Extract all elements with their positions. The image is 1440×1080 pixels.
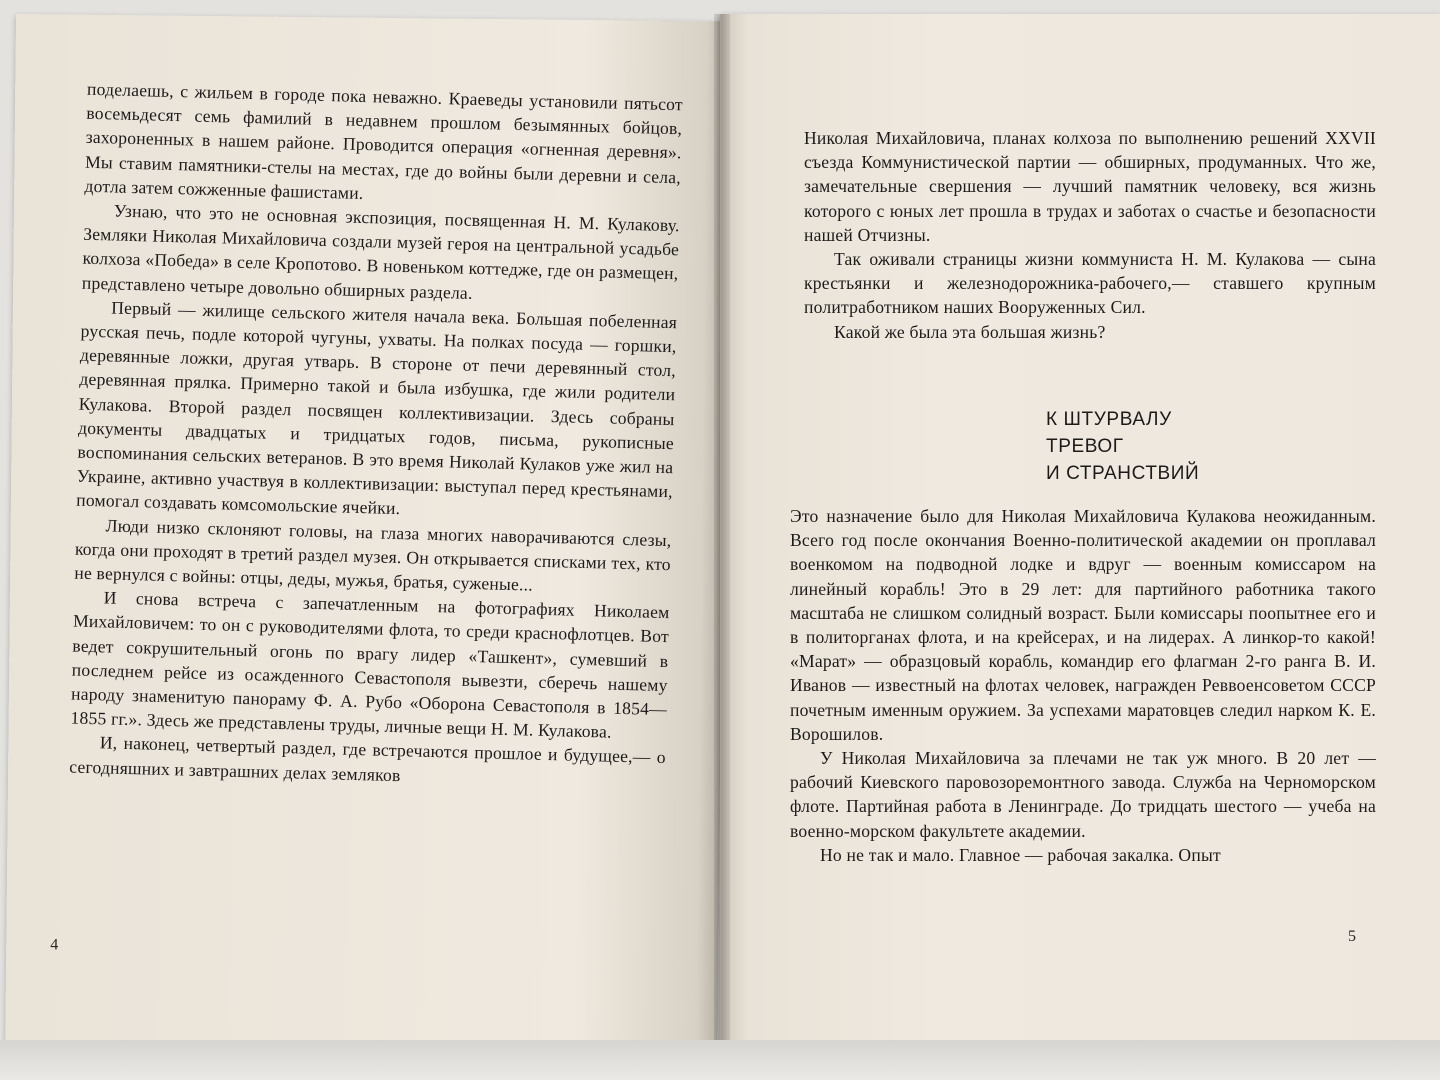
- right-paragraph-1: Николая Михайловича, планах колхоза по выполнению решений XXVII съезда Коммунистической партии — обширных, продуманных. Что же, замечательные свершения — лучший памятник человеку, вся жизнь которого с юных лет прошла в трудах и заботах о счастье и безопасности нашей Отчизны.: [804, 128, 1376, 245]
- left-page: [5, 14, 728, 1061]
- left-paragraph-6: И, наконец, четвертый раздел, где встречаются прошлое и будущее,— о сегодняшних и завтрашних делах земляков: [69, 732, 666, 785]
- chapter-title: [1046, 406, 1199, 487]
- right-paragraph-4: Это назначение было для Николая Михайловича Кулакова неожиданным. Всего год после окончания Военно-политической академии он проплавал военкомом на подводной лодке и вдруг — военным комиссаром на линейный корабль! Это в 29 лет: для партийного работника такого масштаба не слишком солидный возраст. Были комиссары поопытнее его и в политорганах флота, и на крейсерах, и на лидерах. А линкор-то какой! «Марат» — образцовый корабль, командир его флагман 2-го ранга В. И. Иванов — известный на флотах человек, награжден Реввоенсоветом СССР почетным именным оружием. За успехами маратовцев следил нарком К. Е. Ворошилов.: [790, 506, 1376, 744]
- book-gutter: [714, 14, 730, 1064]
- right-paragraph-5: У Николая Михайловича за плечами не так уж много. В 20 лет — рабочий Киевского паровозоремонтного завода. Служба на Черноморском флоте. Партийная работа в Ленинграде. До тридцать шестого — учеба на военно-морском факультете академии.: [790, 748, 1376, 841]
- chapter-title-line-1: К ШТУРВАЛУ: [1046, 409, 1172, 430]
- left-paragraph-4: Люди низко склоняют головы, на глаза многих наворачиваются слезы, когда они проходят в третий раздел музея. Он открывается списками тех, кто не вернулся с войны: отцы, деды, мужья, братья, суженые...: [74, 515, 672, 595]
- left-page-text: [69, 77, 683, 794]
- right-page-top-text: [804, 126, 1376, 344]
- right-page-number: 5: [1348, 928, 1356, 945]
- right-paragraph-2: Так оживали страницы жизни коммуниста Н. М. Кулакова — сына крестьянки и железнодорожника-рабочего,— ставшего крупным политработником наших Вооруженных Сил.: [804, 249, 1376, 318]
- right-page-bottom-text: [790, 504, 1376, 867]
- left-paragraph-2: Узнаю, что это не основная экспозиция, посвященная Н. М. Кулакову. Земляки Николая Михайловича создали музей героя на центральной усадьбе колхоза «Победа» в селе Кропотово. В новеньком коттедже, где он размещен, представлено четыре довольно обширных раздела.: [81, 200, 680, 303]
- left-paragraph-5: И снова встреча с запечатленным на фотографиях Николаем Михайловичем: то он с руководителями флота, то среди краснофлотцев. Вот ведет сокрушительный огонь по врагу лидер «Ташкент», сумевший в последнем рейсе из осажденного Севастополя вывезти, сберечь нашему народу знаменитую панораму Ф. А. Рубо «Оборона Севастополя в 1854—1855 гг.». Здесь же представлены труды, личные вещи Н. М. Кулакова.: [70, 587, 670, 742]
- right-paragraph-3: Какой же была эта большая жизнь?: [834, 321, 1106, 342]
- chapter-title-line-2: ТРЕВОГ: [1046, 436, 1124, 457]
- table-surface: [0, 1040, 1440, 1080]
- left-paragraph-1: поделаешь, с жильем в городе пока неважно. Краеведы установили пятьсот восемьдесят семь фамилий в недавнем прошлом безымянных бойцов, захороненных в нашем районе. Проводится операция «огненная деревня». Мы ставим памятники-стелы на местах, где до войны были деревни и села, дотла затем сожженные фашистами.: [84, 78, 684, 203]
- chapter-title-line-3: И СТРАНСТВИЙ: [1046, 463, 1200, 484]
- open-book: [16, 14, 1440, 1080]
- left-paragraph-3: Первый — жилище сельского жителя начала века. Большая побеленная русская печь, подле которой чугуны, ухваты. На полках посуда — горшки, деревянные ложки, другая утварь. В стороне от печи деревянный стол, деревянная прялка. Примерно такой и была избушка, где жили родители Кулакова. Второй раздел посвящен коллективизации. Здесь собраны документы двадцатых и тридцатых годов, письма, рукописные воспоминания сельских ветеранов. В это время Николай Кулаков уже жил на Украине, активно участвуя в коллективизации: выступал перед крестьянами, помогал создавать комсомольские ячейки.: [76, 297, 678, 519]
- right-paragraph-6: Но не так и мало. Главное — рабочая закалка. Опыт: [820, 844, 1221, 865]
- left-page-number: 4: [50, 936, 59, 954]
- right-page: [720, 14, 1440, 1064]
